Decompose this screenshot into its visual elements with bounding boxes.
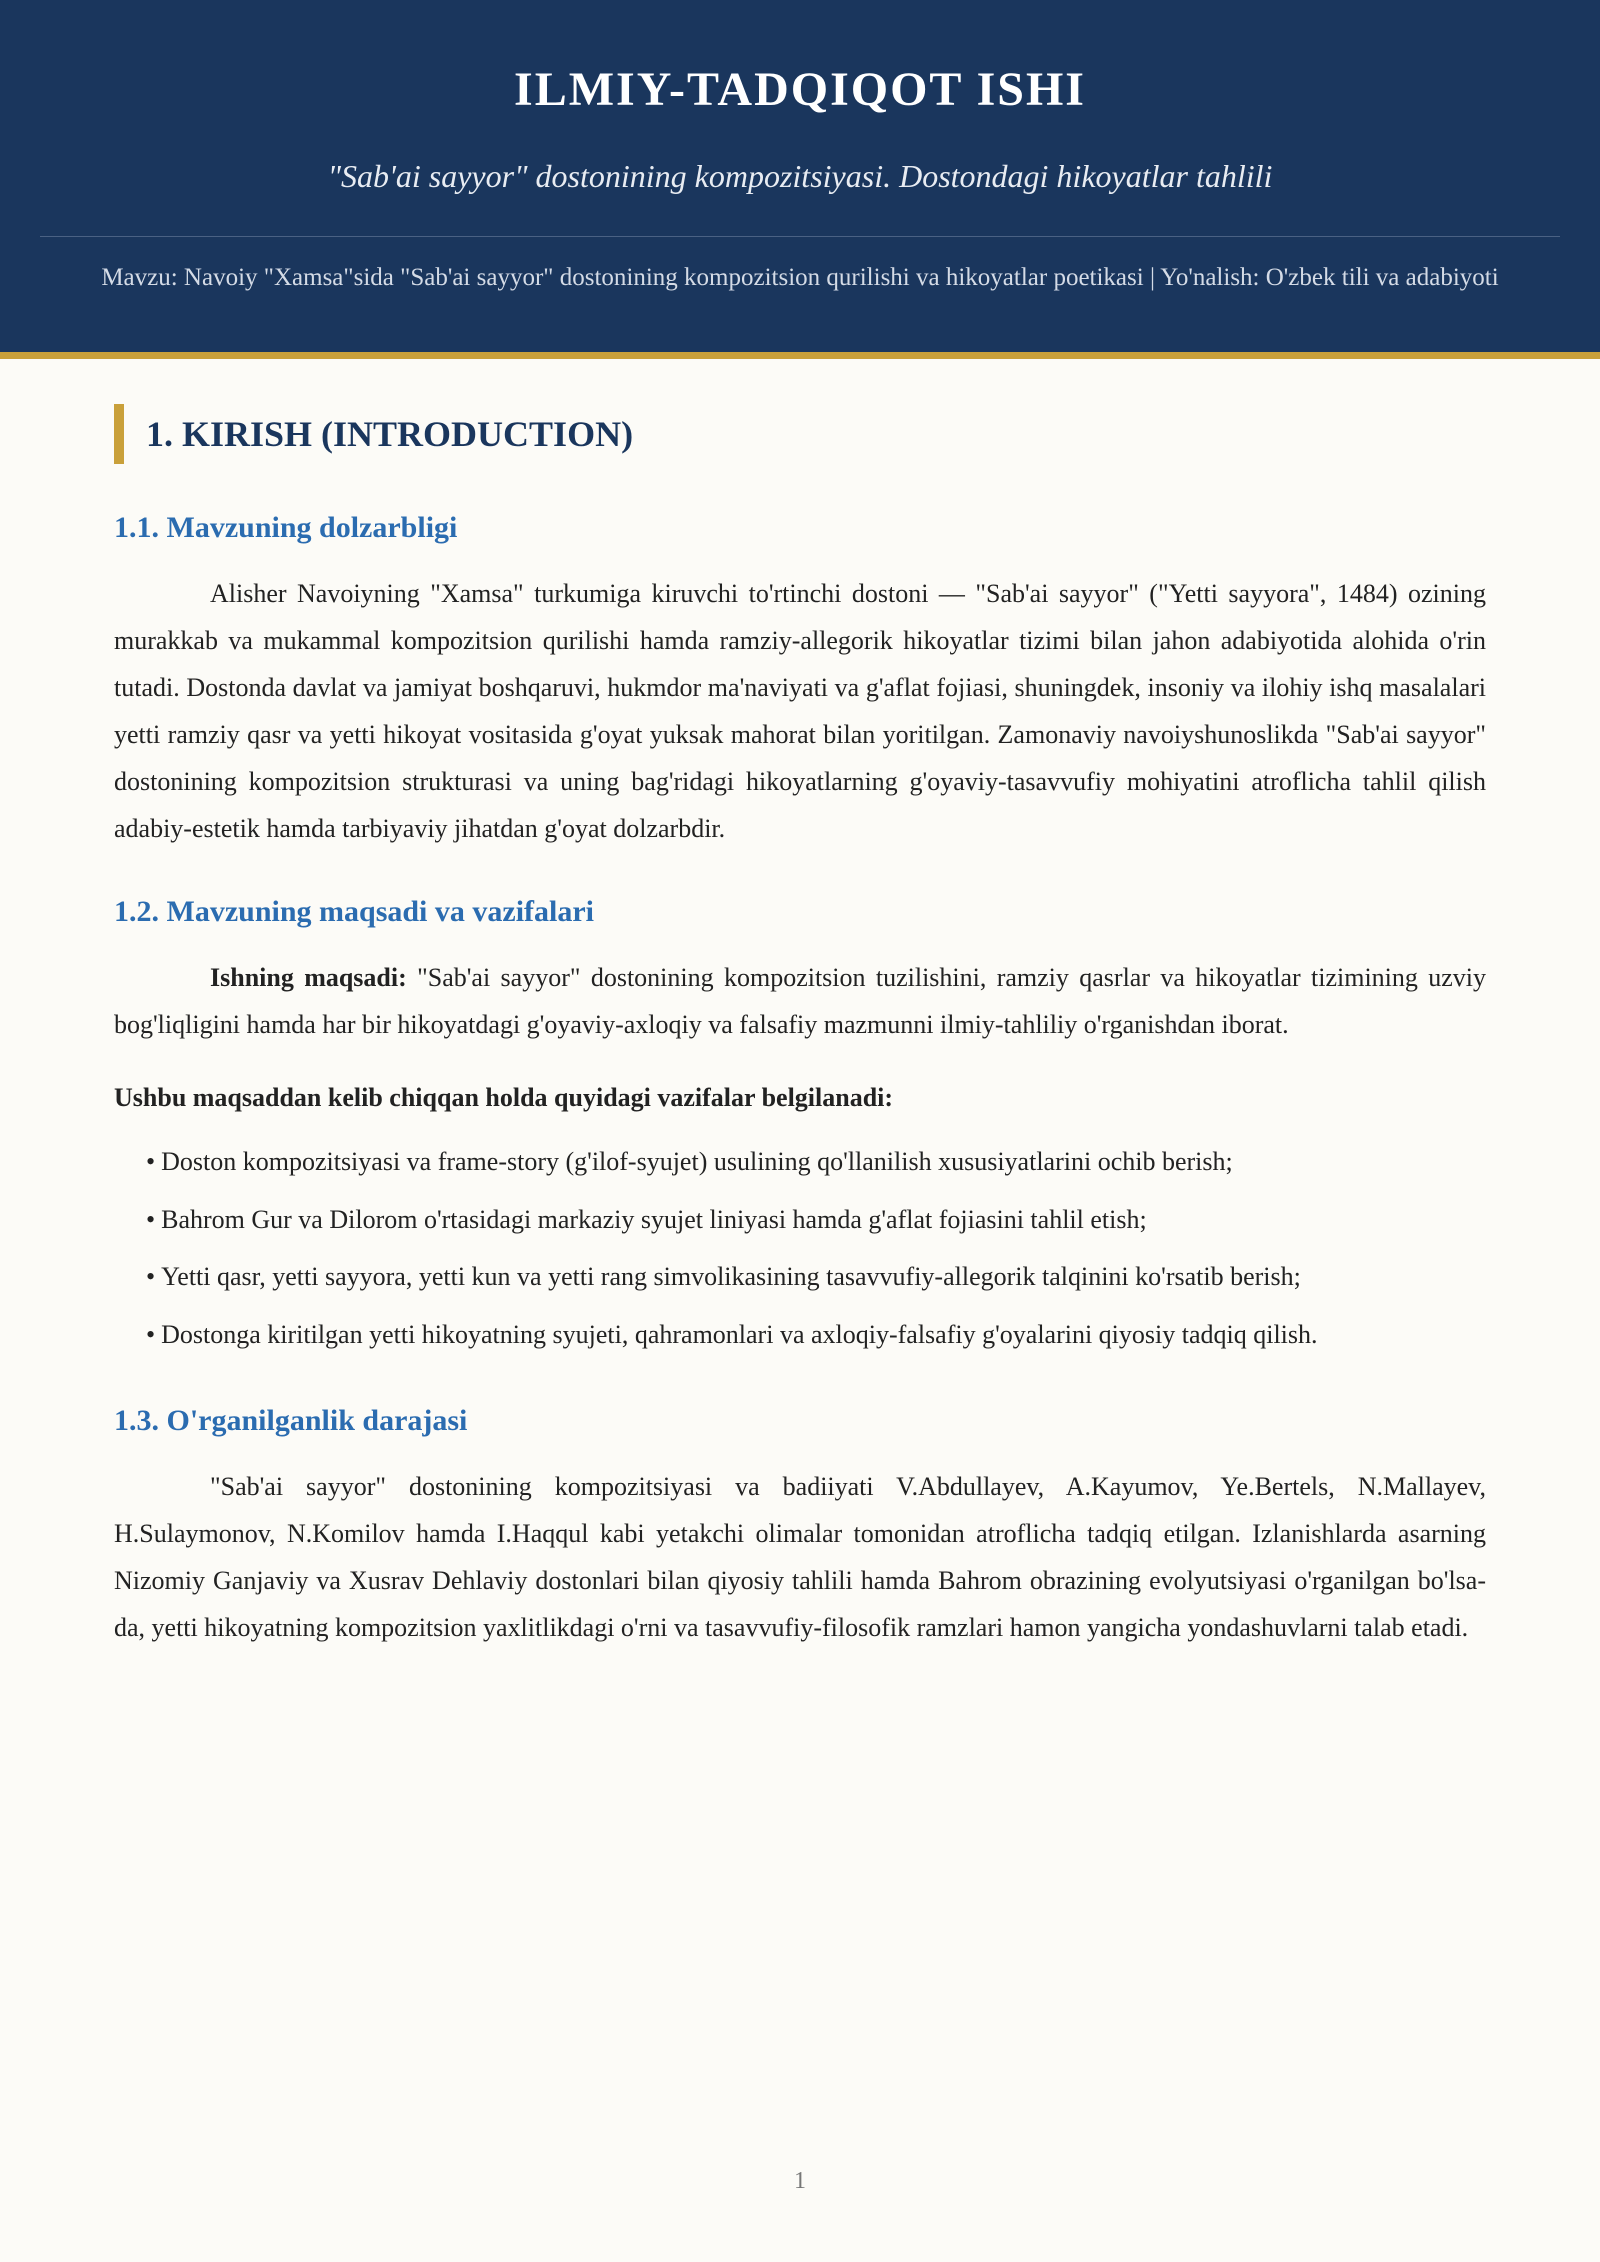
paragraph-study-level: "Sab'ai sayyor" dostonining kompozitsiyasi va badiiyati V.Abdullayev, A.Kayumov, Ye.Bertels, N.Mallayev, H.Sulaymonov, N.Komilov hamda I.Haqqul kabi yetakchi olimalar tomonidan atroflicha tadqiq etilgan. Izlanishlarda asarning Nizomiy Ganjaviy va Xusrav Dehlaviy dostonlari bilan qiyosiy tahlili hamda Bahrom obrazining evolyutsiyasi o'rganilgan bo'lsa-da, yetti hikoyatning kompozitsion yaxlitlikdagi o'rni va tasavvufiy-filosofik ramzlari hamon yangicha yondashuvlarni talab etadi. — [114, 1472, 1486, 1642]
document-title: ILMIY-TADQIQOT ISHI — [514, 63, 1086, 116]
task-text: Doston kompozitsiyasi va frame-story (g'ilof-syujet) usulining qo'llanilish xususiyatlarini ochib berish; — [161, 1147, 1233, 1176]
goal-label: Ishning maqsadi: — [210, 963, 407, 992]
paragraph-goal — [114, 954, 1486, 1048]
list-item — [146, 1306, 1486, 1364]
header-divider — [40, 236, 1560, 237]
task-list — [114, 1133, 1486, 1363]
goal-text: "Sab'ai sayyor" dostonining kompozitsion tuzilishini, ramziy qasrlar va hikoyatlar tizimining uzviy bog'liqligini hamda har bir hikoyatdagi g'oyaviy-axloqiy va falsafiy mazmunni ilmiy-tahliliy o'rganishdan iborat. — [114, 963, 1486, 1039]
list-item — [146, 1248, 1486, 1306]
document-header — [0, 0, 1600, 359]
document-subtitle: "Sab'ai sayyor" dostonining kompozitsiyasi. Dostondagi hikoyatlar tahlili — [327, 158, 1273, 194]
subsection-heading-relevance: 1.1. Mavzuning dolzarbligi — [114, 511, 458, 544]
task-text: Dostonga kiritilgan yetti hikoyatning syujeti, qahramonlari va axloqiy-falsafiy g'oyalarini qiyosiy tadqiq qilish. — [161, 1319, 1318, 1349]
paragraph-relevance: Alisher Navoiyning "Xamsa" turkumiga kiruvchi to'rtinchi dostoni — "Sab'ai sayyor" ("Yetti sayyora", 1484) ozining murakkab va mukammal kompozitsion qurilishi hamda ramziy-allegorik hikoyatlar tizimi bilan jahon adabiyotida alohida o'rin tutadi. Dostonda davlat va jamiyat boshqaruvi, hukmdor ma'naviyati va g'aflat fojiasi, shuningdek, insoniy va ilohiy ishq masalalari yetti ramziy qasr va yetti hikoyat vositasida g'oyat yuksak mahorat bilan yoritilgan. Zamonaviy navoiyshunoslikda "Sab'ai sayyor" dostonining kompozitsion strukturasi va uning bag'ridagi hikoyatlarning g'oyaviy-tasavvufiy mohiyatini atroflicha tahlil qilish adabiy-estetik hamda tarbiyaviy jihatdan g'oyat dolzarbdir. — [114, 579, 1486, 843]
subsection-heading-study-level: 1.3. O'rganilganlik darajasi — [114, 1404, 468, 1437]
tasks-intro: Ushbu maqsaddan kelib chiqqan holda quyidagi vazifalar belgilanadi: — [114, 1083, 894, 1112]
document-body — [114, 404, 1486, 1691]
bullet-icon: • — [146, 1319, 156, 1349]
bullet-icon: • — [146, 1147, 156, 1176]
document-meta: Mavzu: Navoiy "Xamsa"sida "Sab'ai sayyor" dostonining kompozitsion qurilishi va hikoyatlar poetikasi | Yo'nalish: O'zbek tili va adabiyoti — [101, 264, 1499, 291]
subsection-heading-goals: 1.2. Mavzuning maqsadi va vazifalari — [114, 895, 595, 928]
list-item — [146, 1133, 1486, 1191]
page-number: 1 — [794, 2168, 806, 2194]
bullet-icon: • — [146, 1204, 156, 1234]
task-text: Yetti qasr, yetti sayyora, yetti kun va yetti rang simvolikasining tasavvufiy-allegorik talqinini ko'rsatib berish; — [161, 1262, 1301, 1291]
task-text: Bahrom Gur va Dilorom o'rtasidagi markaziy syujet liniyasi hamda g'aflat fojiasini tahlil etish; — [161, 1204, 1147, 1234]
list-item — [146, 1191, 1486, 1249]
bullet-icon: • — [146, 1262, 156, 1291]
section-heading-introduction: 1. KIRISH (INTRODUCTION) — [114, 404, 1486, 464]
